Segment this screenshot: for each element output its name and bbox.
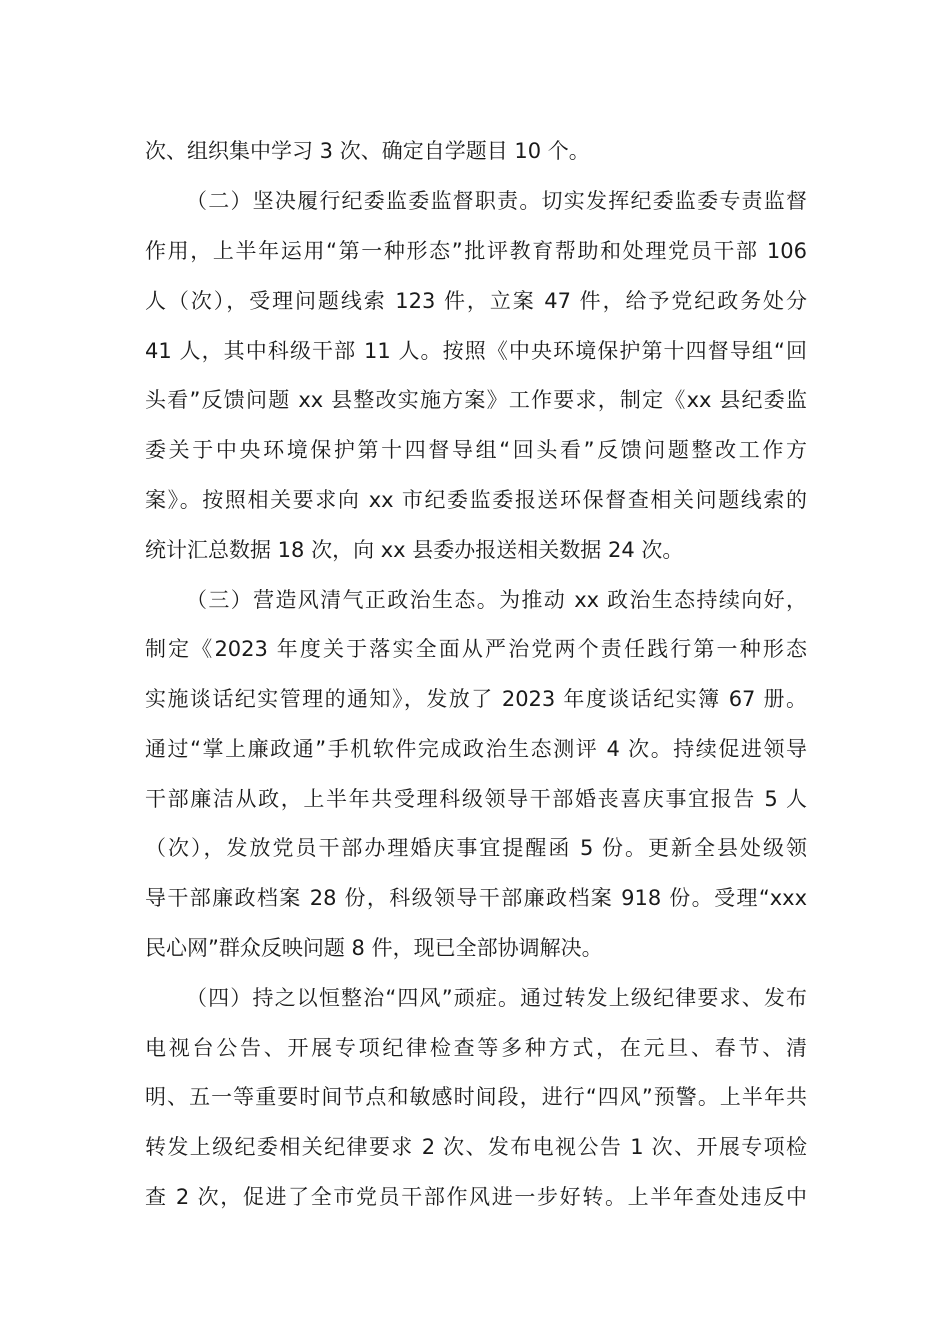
text-line: 案》。按照相关要求向 xx 市纪委监委报送环保督查相关问题线索的: [145, 488, 807, 512]
text-line: 作用，上半年运用“第一种形态”批评教育帮助和处理党员干部 106: [145, 239, 807, 263]
text-line: 委关于中央环境保护第十四督导组“回头看”反馈问题整改工作方: [145, 438, 807, 462]
text-line: 电视台公告、开展专项纪律检查等多种方式，在元旦、春节、清: [145, 1036, 807, 1060]
text-line: 统计汇总数据 18 次，向 xx 县委办报送相关数据 24 次。: [145, 538, 684, 562]
text-line: 实施谈话纪实管理的通知》，发放了 2023 年度谈话纪实簿 67 册。: [145, 687, 807, 711]
text-line: 次、组织集中学习 3 次、确定自学题目 10 个。: [145, 139, 590, 163]
text-line: 查 2 次，促进了全市党员干部作风进一步好转。上半年查处违反中: [145, 1185, 807, 1209]
text-line: 人（次），受理问题线索 123 件，立案 47 件，给予党纪政务处分: [145, 289, 807, 313]
section-heading-line: （三）营造风清气正政治生态。为推动 xx 政治生态持续向好，: [186, 588, 807, 612]
text-line: 制定《2023 年度关于落实全面从严治党两个责任践行第一种形态: [145, 637, 807, 661]
text-line: 转发上级纪委相关纪律要求 2 次、发布电视公告 1 次、开展专项检: [145, 1135, 807, 1159]
text-line: （次），发放党员干部办理婚庆事宜提醒函 5 份。更新全县处级领: [145, 836, 807, 860]
text-line: 41 人，其中科级干部 11 人。按照《中央环境保护第十四督导组“回: [145, 339, 807, 363]
text-line: 头看”反馈问题 xx 县整改实施方案》工作要求，制定《xx 县纪委监: [145, 388, 807, 412]
text-line: 导干部廉政档案 28 份，科级领导干部廉政档案 918 份。受理“xxx: [145, 886, 807, 910]
text-line: 干部廉洁从政，上半年共受理科级领导干部婚丧喜庆事宜报告 5 人: [145, 787, 807, 811]
text-line: 通过“掌上廉政通”手机软件完成政治生态测评 4 次。持续促进领导: [145, 737, 807, 761]
text-line: 民心网”群众反映问题 8 件，现已全部协调解决。: [145, 936, 603, 960]
text-line: 明、五一等重要时间节点和敏感时间段，进行“四风”预警。上半年共: [145, 1085, 807, 1109]
section-heading-line: （二）坚决履行纪委监委监督职责。切实发挥纪委监委专责监督: [186, 189, 807, 213]
section-heading-line: （四）持之以恒整治“四风”顽症。通过转发上级纪律要求、发布: [186, 986, 807, 1010]
